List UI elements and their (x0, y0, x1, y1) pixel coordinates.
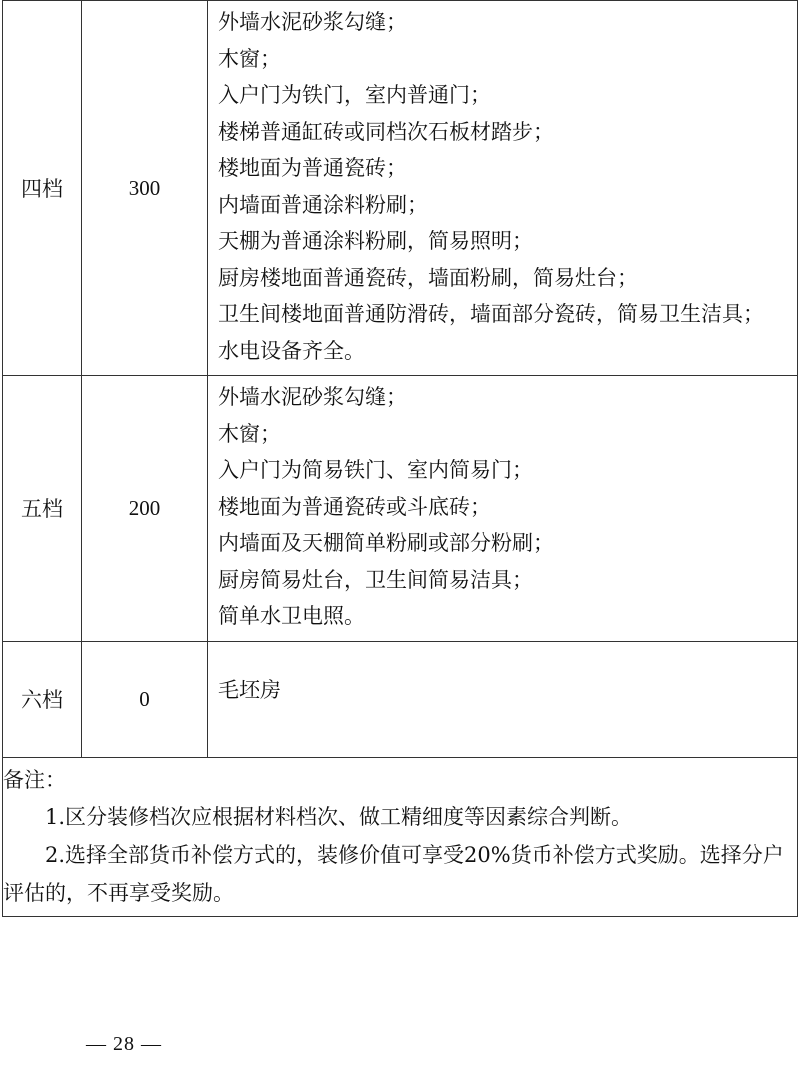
standard-line: 楼梯普通缸砖或同档次石板材踏步； (218, 119, 554, 144)
grade-cell: 五档 (3, 376, 82, 642)
standard-line: 楼地面为普通瓷砖或斗底砖； (218, 494, 491, 519)
standard-line: 木窗； (218, 46, 281, 71)
grade-cell: 六档 (3, 641, 82, 757)
table-row-grade-five (3, 376, 798, 642)
grade-cell: 四档 (3, 1, 82, 376)
standard-line: 厨房简易灶台，卫生间简易洁具； (218, 567, 533, 592)
amount-cell: 200 (82, 376, 208, 642)
remarks-title: 备注： (3, 767, 66, 792)
table-row-grade-four (3, 1, 798, 376)
amount-cell: 0 (82, 641, 208, 757)
standard-line: 楼地面为普通瓷砖； (218, 156, 407, 180)
standard-line: 外墙水泥砂浆勾缝； (218, 385, 407, 409)
standard-cell (208, 1, 798, 376)
standard-line: 天棚为普通涂料粉刷，简易照明； (218, 229, 533, 253)
standard-line: 木窗； (218, 421, 281, 446)
remarks-cell (3, 757, 798, 916)
amount-cell: 300 (82, 1, 208, 376)
remark-item: 1.区分装修档次应根据材料档次、做工精细度等因素综合判断。 (45, 804, 633, 829)
table-row-grade-six (3, 641, 798, 757)
table-row-remarks (3, 757, 798, 916)
standard-line: 卫生间楼地面普通防滑砖，墙面部分瓷砖，简易卫生洁具； (218, 302, 764, 326)
standard-cell (208, 376, 798, 642)
remark-item: 2.选择全部货币补偿方式的，装修价值可享受20%货币补偿方式奖励。选择分户评估的，不再享受奖励。 (3, 842, 784, 905)
standard-line: 入户门为简易铁门、室内简易门； (218, 458, 533, 482)
standard-line: 入户门为铁门，室内普通门； (218, 83, 491, 107)
decoration-grade-table (2, 0, 798, 917)
standard-line: 外墙水泥砂浆勾缝； (218, 10, 407, 34)
standard-line: 内墙面普通涂料粉刷； (218, 192, 428, 217)
standard-cell (208, 641, 798, 757)
standard-line: 厨房楼地面普通瓷砖，墙面粉刷，简易灶台； (218, 265, 638, 290)
standard-line: 简单水卫电照。 (218, 604, 365, 628)
standard-line: 内墙面及天棚简单粉刷或部分粉刷； (218, 531, 554, 555)
standard-line: 毛坯房 (218, 677, 281, 702)
standard-line: 水电设备齐全。 (218, 338, 365, 363)
page-number: — 28 — (86, 1033, 162, 1055)
